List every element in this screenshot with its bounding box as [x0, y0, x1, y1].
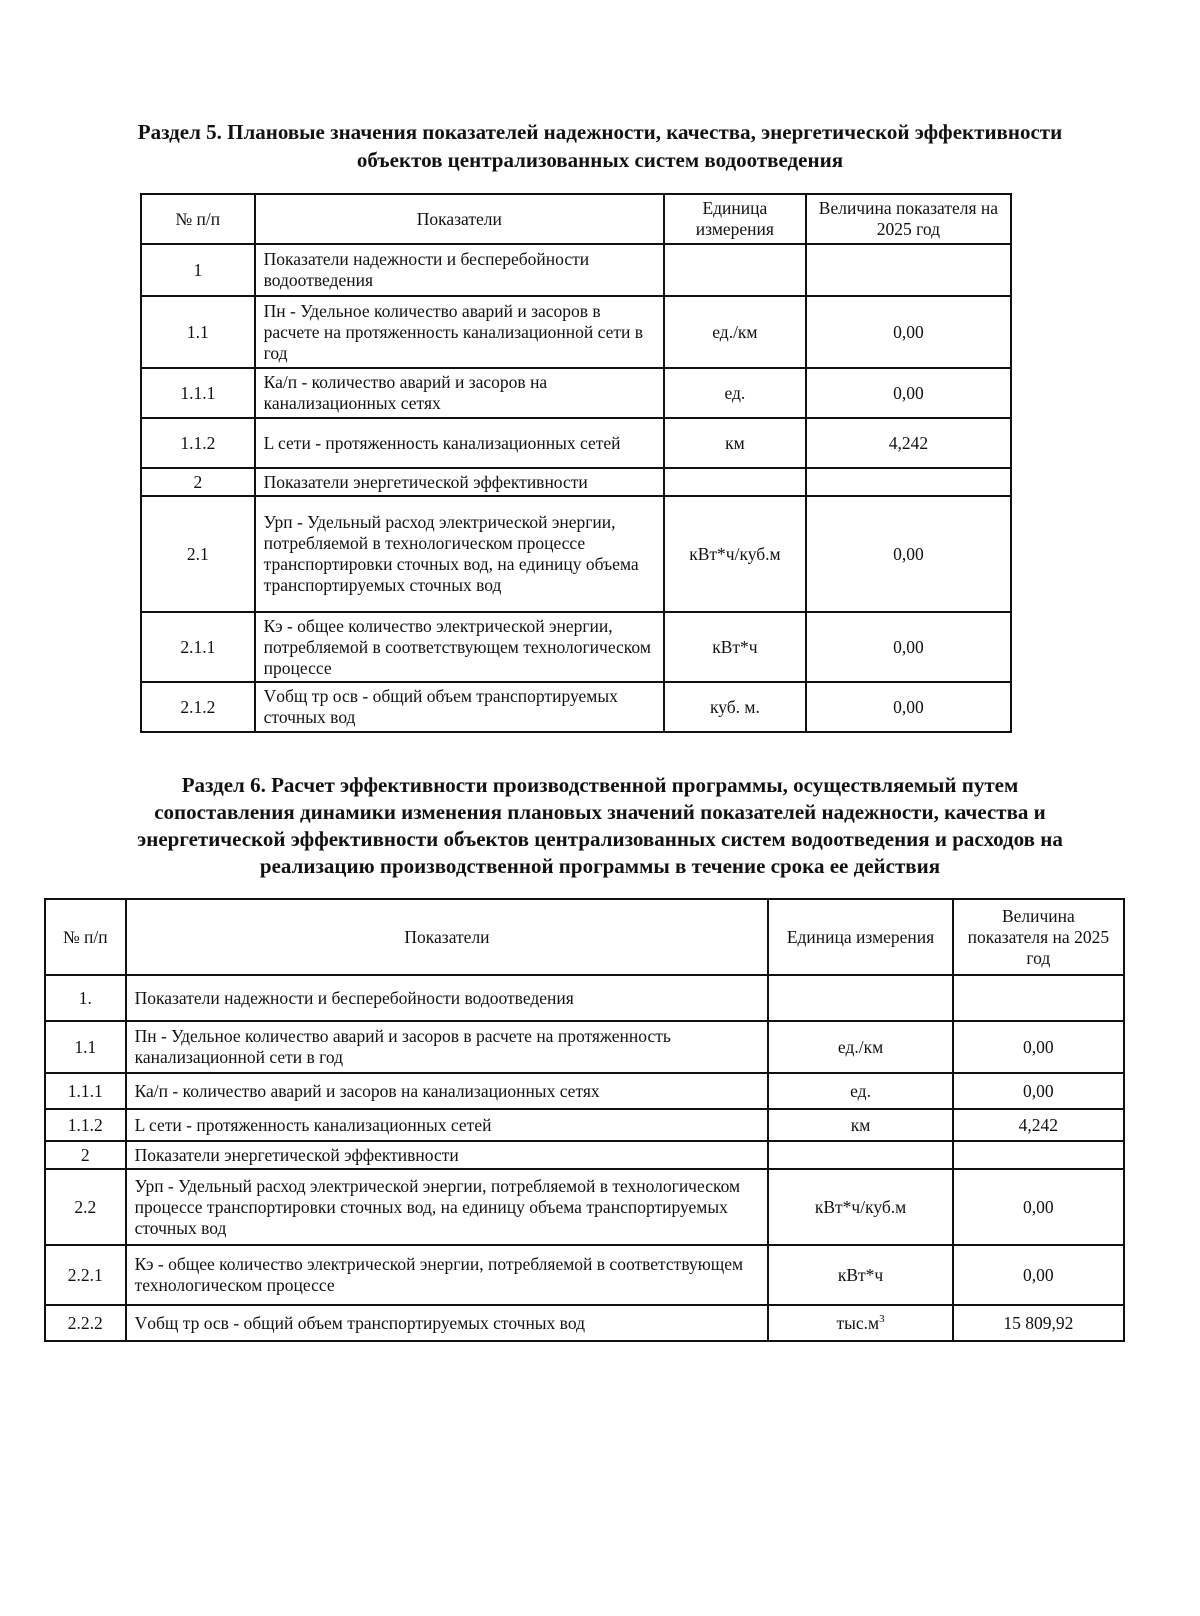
row-indicator: [255, 368, 664, 418]
section6-title-line: реализацию производственной программы в течение срока ее действия: [259, 854, 941, 878]
row-indicator-text: Vобщ тр осв - общий объем транспортируемых сточных вод: [263, 686, 618, 727]
row-unit: [768, 1169, 952, 1245]
row-value: [806, 612, 1011, 682]
section5-table-body: [141, 244, 1011, 732]
row-value-text: 0,00: [893, 696, 924, 717]
row-unit: [664, 496, 806, 612]
row-value: [953, 1021, 1124, 1073]
row-value: [806, 468, 1011, 496]
row-value-text: 4,242: [1018, 1114, 1059, 1135]
row-indicator: [126, 1169, 769, 1245]
table-row: [141, 496, 1011, 612]
row-indicator-text: Пн - Удельное количество аварий и засоров в расчете на протяженность канализационной сети в год: [134, 1026, 671, 1067]
row-indicator-text: Пн - Удельное количество аварий и засоров в расчете на протяженность канализационной сети в год: [263, 300, 644, 363]
row-unit-text: тыс.м: [836, 1312, 880, 1333]
row-number: [141, 612, 255, 682]
row-indicator-text: Урп - Удельный расход электрической энергии, потребляемой в технологическом процессе транспортировки сточных вод, на единицу объема транспортируемых сточных вод: [134, 1175, 741, 1238]
row-unit: [768, 1021, 952, 1073]
row-value: [806, 296, 1011, 368]
row-value: [806, 244, 1011, 296]
row-value: [953, 1073, 1124, 1109]
row-unit: [768, 1305, 952, 1341]
row-unit-text: ед./км: [837, 1036, 884, 1057]
row-indicator-text: Vобщ тр осв - общий объем транспортируемых сточных вод: [134, 1312, 585, 1333]
row-indicator: [126, 1141, 769, 1169]
row-number-text: 2.1.1: [180, 636, 216, 657]
row-number: [45, 1245, 126, 1305]
table-row: [45, 1109, 1124, 1141]
row-number: [45, 1073, 126, 1109]
row-unit: [664, 418, 806, 468]
section5-table: [140, 193, 1012, 733]
row-unit-text: ед.: [850, 1080, 871, 1101]
row-number-text: 2.2.2: [67, 1312, 103, 1333]
row-unit-text: кВт*ч/куб.м: [814, 1196, 907, 1217]
table-row: [45, 1169, 1124, 1245]
table-row: [45, 1305, 1124, 1341]
row-number-text: 1.1.2: [67, 1114, 103, 1135]
row-number-text: 2.2.1: [67, 1264, 103, 1285]
table-row: [141, 682, 1011, 732]
row-indicator-text: Кэ - общее количество электрической энергии, потребляемой в соответствующем технологическом процессе: [263, 615, 651, 678]
row-indicator: [255, 244, 664, 296]
row-number-text: 1.1.2: [180, 432, 216, 453]
row-number: [141, 296, 255, 368]
table-row: [141, 244, 1011, 296]
row-unit-text: кВт*ч: [837, 1264, 884, 1285]
row-number-text: 1.1: [74, 1036, 97, 1057]
row-unit: [664, 468, 806, 496]
table-row: [45, 1141, 1124, 1169]
table-header-row: [45, 899, 1124, 975]
row-value-text: 0,00: [893, 321, 924, 342]
table-row: [45, 1073, 1124, 1109]
row-number-text: 1.1.1: [67, 1080, 103, 1101]
row-indicator-text: L сети - протяженность канализационных сетей: [134, 1114, 492, 1135]
row-number: [45, 1169, 126, 1245]
row-number-text: 2.2: [74, 1196, 97, 1217]
row-unit: [664, 244, 806, 296]
section5-title-line: объектов централизованных систем водоотведения: [356, 148, 844, 172]
table-row: [141, 368, 1011, 418]
row-number: [45, 975, 126, 1021]
row-indicator-text: Ка/п - количество аварий и засоров на канализационных сетях: [263, 372, 548, 413]
section5-title-line: Раздел 5. Плановые значения показателей надежности, качества, энергетической эффективности: [137, 120, 1063, 144]
row-value: [953, 1109, 1124, 1141]
row-number: [45, 1109, 126, 1141]
row-number: [141, 496, 255, 612]
row-indicator-text: Урп - Удельный расход электрической энергии, потребляемой в технологическом процессе транспортировки сточных вод, на единицу объема транспортируемых сточных вод: [263, 512, 639, 595]
row-unit: [768, 1109, 952, 1141]
header-num: № п/п: [141, 194, 255, 244]
table-row: [141, 468, 1011, 496]
row-value-text: 0,00: [1023, 1080, 1054, 1101]
row-indicator: [126, 1073, 769, 1109]
row-unit: [768, 1245, 952, 1305]
row-unit-text: кВт*ч/куб.м: [689, 543, 781, 564]
row-value: [806, 496, 1011, 612]
section6-table-body: [45, 975, 1124, 1341]
section6-title-line: энергетической эффективности объектов централизованных систем водоотведения и расходов на: [137, 827, 1063, 851]
header-num: № п/п: [45, 899, 126, 975]
row-indicator: [255, 682, 664, 732]
section5-title: [40, 118, 1160, 174]
row-number-text: 2: [193, 471, 203, 492]
row-value: [953, 1169, 1124, 1245]
table-row: [141, 612, 1011, 682]
row-indicator: [126, 1021, 769, 1073]
row-indicator: [255, 496, 664, 612]
unit-superscript: 3: [879, 1312, 885, 1325]
row-number: [141, 682, 255, 732]
row-indicator: [126, 975, 769, 1021]
row-number-text: 1.1.1: [180, 382, 216, 403]
row-indicator-text: Показатели надежности и бесперебойности водоотведения: [263, 249, 590, 290]
row-unit-text: куб. м.: [709, 696, 760, 717]
row-number-text: 1: [193, 259, 203, 280]
row-value: [953, 975, 1124, 1021]
row-indicator: [255, 468, 664, 496]
section6-title: [40, 772, 1160, 880]
row-indicator: [255, 296, 664, 368]
row-number: [141, 418, 255, 468]
row-value-text: 0,00: [1023, 1264, 1054, 1285]
row-value: [953, 1305, 1124, 1341]
row-unit-text: ед.: [724, 382, 746, 403]
row-unit-text: ед./км: [712, 321, 758, 342]
table-row: [45, 1021, 1124, 1073]
row-number: [141, 468, 255, 496]
table-header-row: [141, 194, 1011, 244]
section6-title-line: сопоставления динамики изменения плановых значений показателей надежности, качества и: [154, 800, 1046, 824]
row-unit: [664, 682, 806, 732]
row-indicator: [126, 1109, 769, 1141]
row-unit: [768, 1073, 952, 1109]
row-number-text: 2.1: [186, 543, 209, 564]
row-unit: [664, 612, 806, 682]
row-value-text: 4,242: [888, 432, 929, 453]
row-indicator: [126, 1305, 769, 1341]
table-row: [45, 975, 1124, 1021]
row-value: [953, 1141, 1124, 1169]
row-indicator-text: Ка/п - количество аварий и засоров на канализационных сетях: [134, 1080, 600, 1101]
row-indicator: [255, 418, 664, 468]
row-indicator-text: Показатели энергетической эффективности: [134, 1144, 459, 1165]
row-value-text: 15 809,92: [1003, 1312, 1074, 1333]
row-unit-text: км: [850, 1114, 871, 1135]
row-value: [806, 682, 1011, 732]
row-value-text: 0,00: [1023, 1036, 1054, 1057]
row-unit: [664, 368, 806, 418]
row-indicator-text: L сети - протяженность канализационных сетей: [263, 432, 621, 453]
header-unit: Единица измерения: [664, 194, 806, 244]
row-indicator-text: Показатели энергетической эффективности: [263, 471, 588, 492]
row-number-text: 2: [80, 1144, 90, 1165]
row-value: [953, 1245, 1124, 1305]
row-unit-text: кВт*ч: [712, 636, 758, 657]
row-indicator-text: Показатели надежности и бесперебойности водоотведения: [134, 987, 574, 1008]
table-row: [45, 1245, 1124, 1305]
row-unit: [768, 1141, 952, 1169]
section6-title-line: Раздел 6. Расчет эффективности производственной программы, осуществляемый путем: [181, 773, 1019, 797]
row-value-text: 0,00: [893, 382, 924, 403]
row-value: [806, 368, 1011, 418]
table-row: [141, 296, 1011, 368]
header-indicator: Показатели: [126, 899, 769, 975]
header-value: Величина показателя на 2025 год: [806, 194, 1011, 244]
row-value-text: 0,00: [893, 543, 924, 564]
row-indicator: [126, 1245, 769, 1305]
row-number-text: 2.1.2: [180, 696, 216, 717]
row-unit: [768, 975, 952, 1021]
row-number: [45, 1305, 126, 1341]
row-indicator: [255, 612, 664, 682]
row-unit-text: км: [725, 432, 745, 453]
row-number: [45, 1021, 126, 1073]
row-unit: [664, 296, 806, 368]
row-value: [806, 418, 1011, 468]
header-unit: Единица измерения: [768, 899, 952, 975]
row-value-text: 0,00: [1023, 1196, 1054, 1217]
row-indicator-text: Кэ - общее количество электрической энергии, потребляемой в соответствующем технологическом процессе: [134, 1254, 744, 1295]
table-row: [141, 418, 1011, 468]
row-number: [141, 244, 255, 296]
row-number-text: 1.1: [186, 321, 209, 342]
row-number: [141, 368, 255, 418]
row-value-text: 0,00: [893, 636, 924, 657]
row-number-text: 1.: [78, 987, 92, 1008]
header-indicator: Показатели: [255, 194, 664, 244]
header-value: Величина показателя на 2025 год: [953, 899, 1124, 975]
row-number: [45, 1141, 126, 1169]
section6-table: [44, 898, 1125, 1342]
